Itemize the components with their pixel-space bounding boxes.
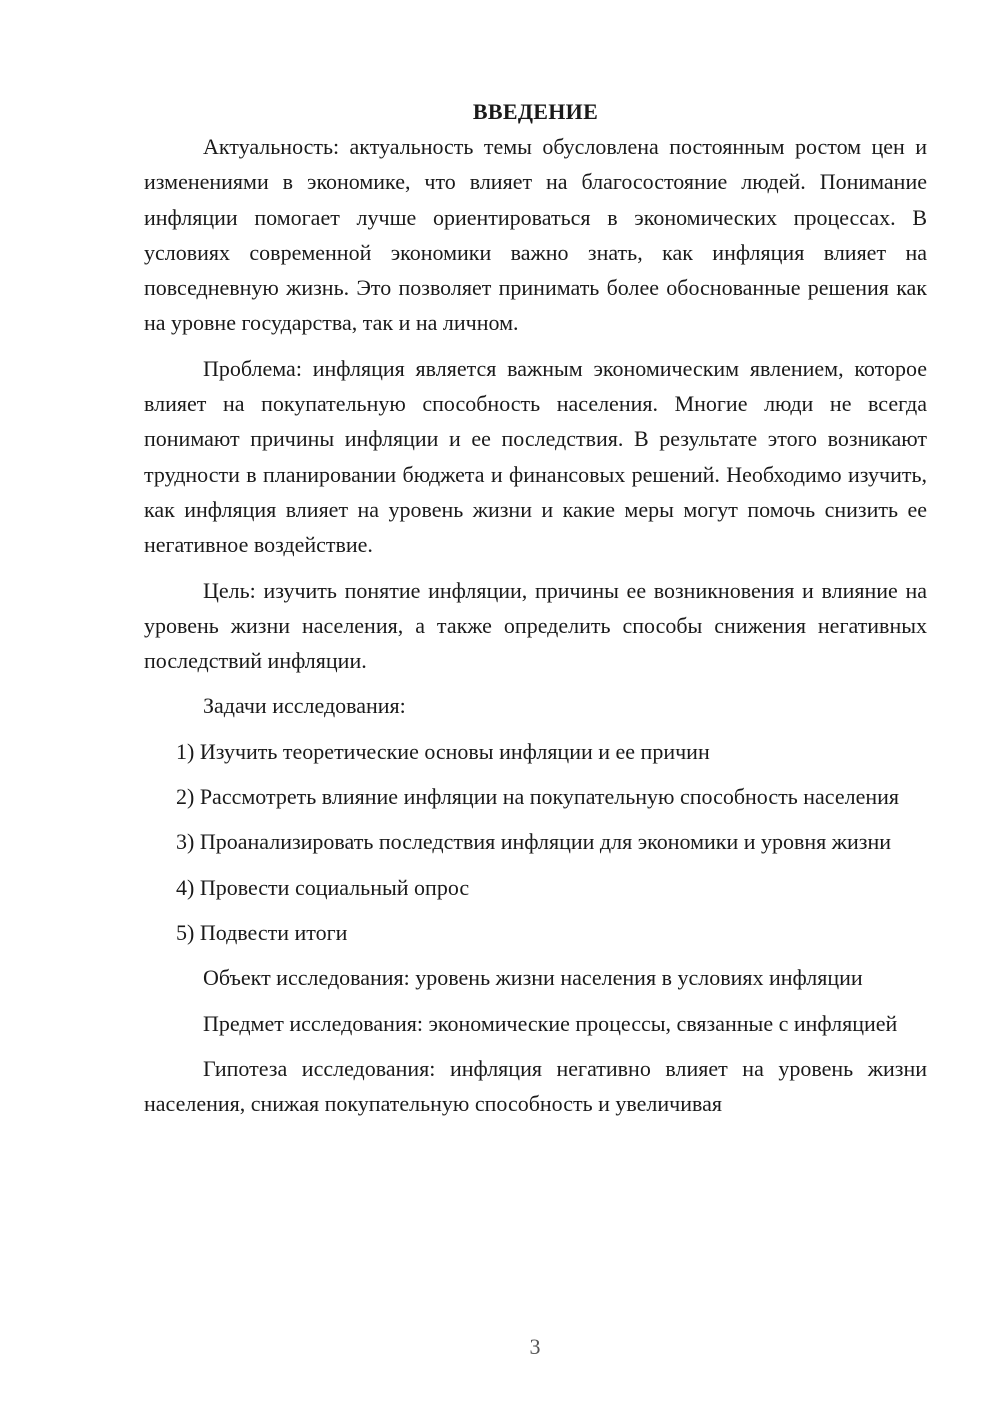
subject-paragraph: Предмет исследования: экономические процессы, связанные с инфляцией <box>203 1010 898 1036</box>
task-item: 3) Проанализировать последствия инфляции для экономики и уровня жизни <box>176 829 892 855</box>
goal-paragraph: Цель: изучить понятие инфляции, причины ее возникновения и влияние на уровень жизни населения, а также определить способы снижения негативных последствий инфляции. <box>144 577 927 674</box>
task-item: 5) Подвести итоги <box>176 919 348 945</box>
task-item: 4) Провести социальный опрос <box>176 874 470 900</box>
problem-paragraph: Проблема: инфляция является важным экономическим явлением, которое влияет на покупательную способность населения. Многие люди не всегда понимают причины инфляции и ее последствия. В результате этого возникают трудности в планировании бюджета и финансовых решений. Необходимо изучить, как инфляция влияет на уровень жизни и какие меры могут помочь снизить ее негативное воздействие. <box>144 355 927 558</box>
object-paragraph: Объект исследования: уровень жизни населения в условиях инфляции <box>203 965 863 991</box>
hypothesis-paragraph: Гипотеза исследования: инфляция негативно влияет на уровень жизни населения, снижая покупательную способность и увеличивая <box>144 1055 927 1117</box>
task-item: 2) Рассмотреть влияние инфляции на покупательную способность населения <box>176 784 900 810</box>
page-number: 3 <box>529 1334 541 1359</box>
task-item: 1) Изучить теоретические основы инфляции и ее причин <box>176 738 710 764</box>
page-content <box>144 94 927 1131</box>
page-title: ВВЕДЕНИЕ <box>472 99 599 124</box>
tasks-heading: Задачи исследования: <box>203 693 406 719</box>
relevance-paragraph: Актуальность: актуальность темы обусловлена постоянным ростом цен и изменениями в экономике, что влияет на благосостояние людей. Понимание инфляции помогает лучше ориентироваться в экономических процессах. В условиях современной экономики важно знать, как инфляция влияет на повседневную жизнь. Это позволяет принимать более обоснованные решения как на уровне государства, так и на личном. <box>144 134 927 336</box>
